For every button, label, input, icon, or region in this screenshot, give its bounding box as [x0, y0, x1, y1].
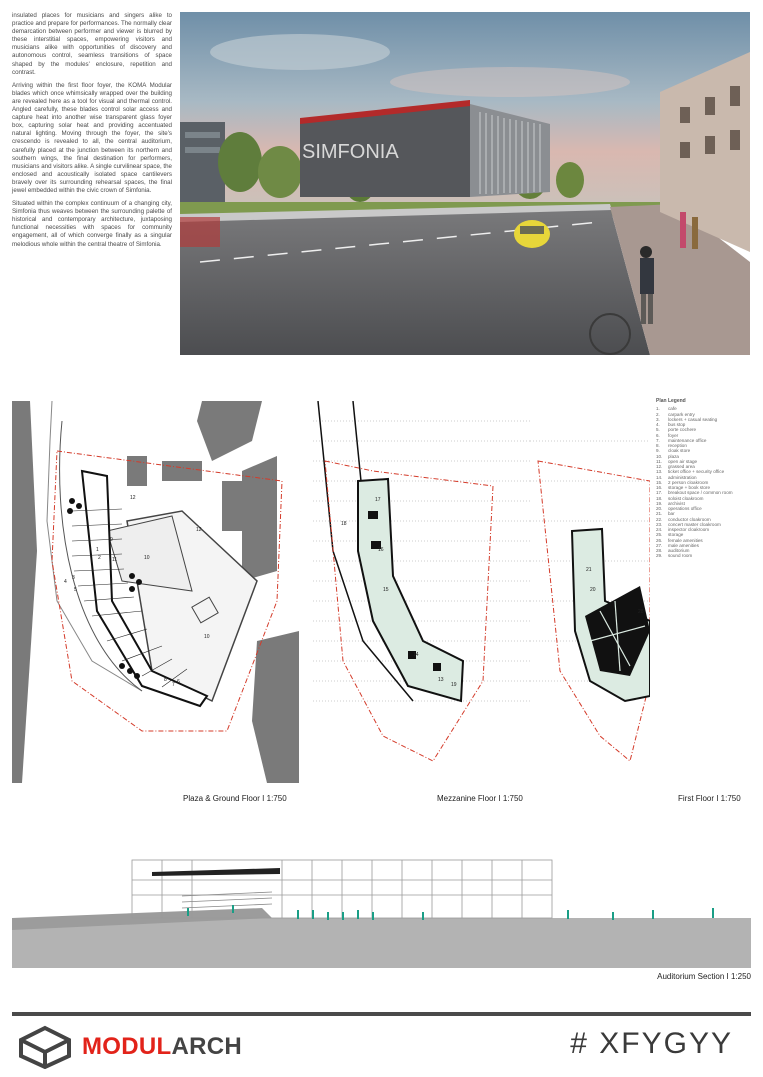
legend-item-number: 5. [656, 427, 660, 433]
plan-title: Plaza & Ground Floor [183, 794, 260, 803]
room-number: 17 [375, 497, 381, 503]
mezzanine-floor-plan [313, 401, 530, 783]
plan-scale: I 1:750 [498, 794, 523, 803]
legend-title: Plan Legend [656, 398, 686, 404]
legend-item-number: 17. [656, 490, 663, 496]
legend-item-number: 8. [656, 443, 660, 448]
logo-wordmark [82, 1033, 242, 1061]
room-number: 20 [590, 587, 596, 593]
legend-item-label: open air stage [668, 458, 698, 464]
legend-item-label: storage [668, 532, 684, 538]
building-sign: SIMFONIA [302, 141, 399, 163]
section-title: Auditorium Section [657, 972, 725, 981]
cube-logo-icon [18, 1025, 72, 1069]
footer-divider [12, 1012, 751, 1016]
room-number: 19 [451, 682, 457, 688]
legend-item-label: foyer [668, 432, 679, 438]
legend-item-label: carpark entry [668, 411, 695, 417]
plan-caption [437, 794, 523, 803]
legend-item-label: conductor cloakroom [668, 516, 711, 522]
entry-code: # XFYGYY [570, 1027, 733, 1060]
legend-item-label: lockers + casual seating [668, 416, 718, 422]
room-number: 2 [98, 555, 101, 561]
legend-item-label: administration [668, 474, 697, 480]
plan-caption [183, 794, 287, 803]
legend-item-number: 20. [656, 506, 663, 511]
legend-item-number: 12. [656, 464, 663, 469]
room-number: 12 [130, 495, 136, 501]
ground-floor-plan [12, 401, 299, 783]
auditorium-section-drawing [12, 850, 751, 968]
legend-item-label: bus stop [668, 422, 686, 427]
modularch-logo [18, 1025, 242, 1069]
room-number: 6 [177, 679, 180, 685]
legend-item-label: breakout space / common room [668, 490, 733, 496]
legend-item-label: male amenities [668, 542, 699, 548]
legend-item-number: 7. [656, 437, 660, 443]
legend-item-number: 21. [656, 511, 663, 517]
legend-item-label: auditorium [668, 548, 690, 553]
legend-item-label: reception [668, 443, 687, 448]
legend-item-number: 18. [656, 495, 663, 501]
room-number: 16 [378, 547, 384, 553]
first-floor-plan [530, 401, 650, 783]
legend-item-number: 26. [656, 537, 663, 543]
legend-item-number: 27. [656, 542, 663, 548]
legend-item-label: female amenities [668, 537, 703, 543]
legend-item-label: soloist cloakroom [668, 495, 704, 501]
room-number: 21 [586, 567, 592, 573]
plan-legend [656, 399, 760, 559]
legend-item-number: 1. [656, 406, 660, 412]
legend-item-label: concert master cloakroom [668, 521, 721, 527]
legend-item-number: 14. [656, 474, 663, 480]
legend-item-number: 11. [656, 458, 663, 464]
legend-item-label: bar [668, 511, 675, 517]
room-number: 8 [164, 677, 167, 683]
intro-paragraph: Situated within the complex continuum of a changing city, Simfonia thus weaves between the surrounding palette of historical and contemporary architecture, juxtaposing functional necessities with spaces for community engagement, all of which converge finally as a singular melodious whole within the central theatre of Simfonia. [12, 200, 172, 248]
legend-item-label: sound room [668, 553, 693, 559]
legend-item-number: 23. [656, 521, 663, 527]
legend-item-number: 29. [656, 553, 663, 559]
legend-item-label: plaza [668, 453, 679, 459]
intro-paragraph: insulated places for musicians and singers alike to practice and prepare for performances. The normally clear demarcation between performer and viewer is blurred by these interstitial spaces, empowering visitors and musicians alike with opportunities of discovery and autonomous control, seamless transitions of space shaped by the modules' enclosure, repetition and contrast. [12, 12, 172, 76]
legend-item-number: 28. [656, 548, 663, 553]
legend-item-number: 13. [656, 469, 663, 475]
street-render-image [180, 12, 750, 355]
room-number: 13 [438, 677, 444, 683]
legend-item-label: ticket office + security office [668, 469, 725, 475]
plan-caption [678, 794, 741, 803]
room-number: 11 [112, 557, 118, 563]
legend-item-number: 2. [656, 411, 660, 417]
legend-item [656, 553, 760, 558]
legend-item-number: 10. [656, 453, 663, 459]
room-number: 4 [64, 579, 67, 585]
intro-text [12, 12, 172, 254]
logo-part-modul: MODUL [82, 1033, 172, 1060]
section-scale: I 1:250 [726, 972, 751, 981]
room-number: 10 [204, 634, 210, 640]
legend-item-number: 3. [656, 416, 660, 422]
legend-item-label: grassed area [668, 464, 695, 469]
legend-item-label: storage + book store [668, 485, 711, 490]
room-number: 28 [638, 609, 644, 615]
legend-item-label: inspector cloakroom [668, 527, 710, 532]
legend-item-number: 25. [656, 532, 663, 538]
room-number: 12 [196, 527, 202, 533]
intro-paragraph: Arriving within the first floor foyer, the KOMA Modular blades which once whimsically wrapped over the building are revealed here as a tool for visual and thermal control. Angled carefully, these blades control solar access and capture heat into another wise transparent glass foyer box, capturing solar heat and providing accentuated natural lighting. Moving through the foyer, the site's crescendo is revealed to all, the central auditorium, carefully placed at the junction between its northern and southern wings, the final destination for performers, musicians and visitors alike. A single curvilinear space, the enclosed and acoustically isolated space cantilevers bravely over its surrounding rehearsal spaces, the final jewel embedded within the civic crown of Simfonia. [12, 81, 172, 194]
legend-item-label: cloak store [668, 448, 691, 454]
legend-item-number: 24. [656, 527, 663, 532]
plan-scale: I 1:750 [716, 794, 741, 803]
legend-item-label: operations office [668, 506, 702, 511]
section-caption [657, 972, 751, 981]
room-number: 18 [341, 521, 347, 527]
room-number: 3 [72, 575, 75, 581]
legend-item-number: 9. [656, 448, 660, 454]
room-number: 9 [110, 537, 113, 543]
legend-item-number: 6. [656, 432, 660, 438]
legend-item-label: archivist [668, 500, 685, 506]
legend-item-label: 2 person cloakroom [668, 479, 709, 485]
legend-item-number: 4. [656, 422, 660, 427]
room-number: 14 [413, 652, 419, 658]
plan-title: Mezzanine Floor [437, 794, 497, 803]
room-number: 1 [96, 547, 99, 553]
legend-item-label: porte cochere [668, 427, 697, 433]
legend-item-number: 15. [656, 479, 663, 485]
legend-item-label: cafe [668, 406, 677, 412]
legend-item-number: 16. [656, 485, 663, 490]
room-number: 5 [74, 587, 77, 593]
legend-item-number: 19. [656, 500, 663, 506]
legend-item-label: maintenance office [668, 437, 707, 443]
logo-part-arch: ARCH [171, 1033, 243, 1060]
room-number: 7 [172, 682, 175, 688]
legend-item-number: 22. [656, 516, 663, 522]
room-number: 10 [144, 555, 150, 561]
plan-title: First Floor [678, 794, 714, 803]
plan-scale: I 1:750 [262, 794, 287, 803]
room-number: 15 [383, 587, 389, 593]
